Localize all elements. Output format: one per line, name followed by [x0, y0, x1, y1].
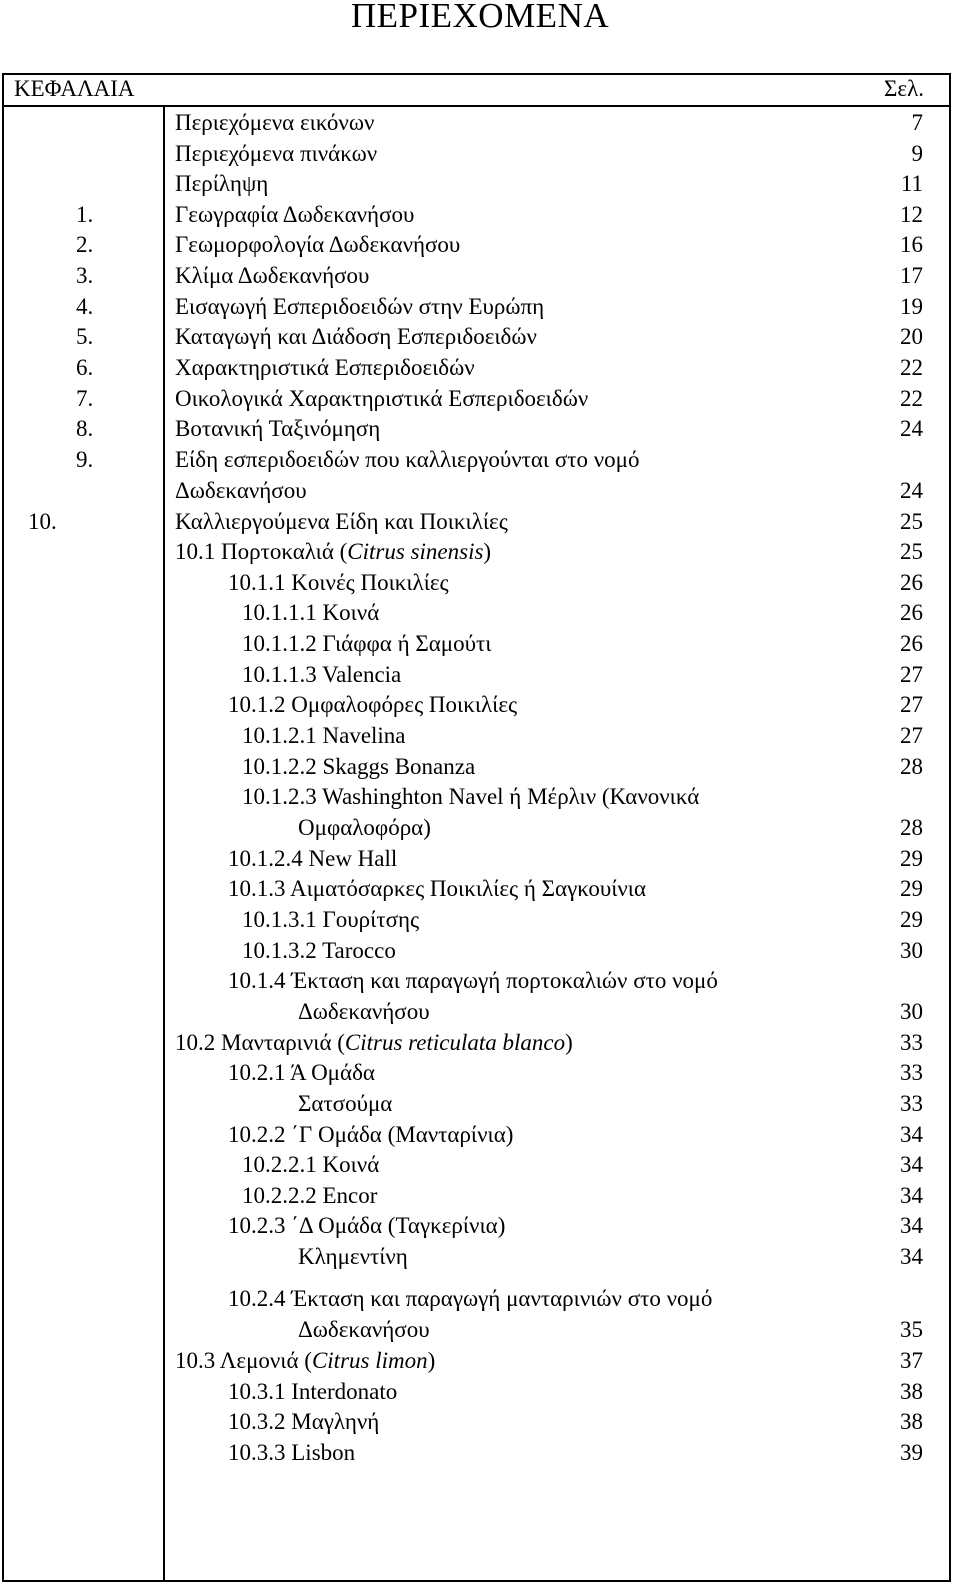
- toc-row: [0, 660, 960, 690]
- entry-label: 10.2.1 Ά Ομάδα: [228, 1060, 375, 1085]
- entry-label: 10.2.2.1 Κοινά: [242, 1152, 380, 1177]
- entry-label: 10.1.3.2 Tarocco: [242, 938, 396, 963]
- entry-label: Γεωγραφία Δωδεκανήσου: [175, 202, 415, 227]
- page-number: 24: [900, 478, 923, 503]
- toc-row: [0, 1028, 960, 1058]
- toc-row: [0, 1150, 960, 1180]
- toc-row: [0, 936, 960, 966]
- entry-label: [175, 537, 491, 567]
- entry-label: 10.3.2 Μαγληνή: [228, 1409, 380, 1434]
- page-number: 27: [900, 692, 923, 717]
- toc-row: [0, 1407, 960, 1437]
- page-title: ΠΕΡΙΕΧΟΜΕΝΑ: [350, 0, 610, 35]
- page-number: 30: [900, 938, 923, 963]
- page-number: 12: [900, 202, 923, 227]
- entry-label: Γεωμορφολογία Δωδεκανήσου: [175, 232, 461, 257]
- entry-label: Εισαγωγή Εσπεριδοειδών στην Ευρώπη: [175, 294, 545, 319]
- entry-label-prefix: 10.3 Λεμονιά (: [175, 1348, 312, 1373]
- scientific-name: Citrus reticulata blanco: [344, 1030, 566, 1055]
- toc-row: [0, 261, 960, 291]
- toc-row: [0, 537, 960, 567]
- entry-label-continued: Δωδεκανήσου: [175, 478, 307, 503]
- chapter-number: 4.: [76, 294, 94, 319]
- entry-label-suffix: ): [565, 1030, 573, 1055]
- entry-label: 10.1.2.1 Navelina: [242, 723, 406, 748]
- chapter-number: 3.: [76, 263, 94, 288]
- page-number: 9: [911, 141, 923, 166]
- entry-label: 10.1.2 Ομφαλοφόρες Ποικιλίες: [228, 692, 518, 717]
- toc-row: [0, 1120, 960, 1150]
- page-number: 38: [900, 1379, 923, 1404]
- toc-row: [0, 874, 960, 904]
- page-number: 34: [900, 1183, 923, 1208]
- toc-row: [0, 966, 960, 1024]
- toc-row: [0, 1181, 960, 1211]
- entry-label: 10.1.1.3 Valencia: [242, 662, 402, 687]
- scientific-name: Citrus limon: [311, 1348, 428, 1373]
- chapter-number: 8.: [76, 416, 94, 441]
- entry-label: Κλίμα Δωδεκανήσου: [175, 263, 370, 288]
- page-number: 29: [900, 846, 923, 871]
- toc-row: [0, 384, 960, 414]
- entry-label: Χαρακτηριστικά Εσπεριδοειδών: [175, 355, 475, 380]
- entry-label: 10.2.2 ΄Γ Ομάδα (Μανταρίνια): [228, 1122, 514, 1147]
- page-number: 34: [900, 1152, 923, 1177]
- toc-row: [0, 1242, 960, 1272]
- toc-row: [0, 445, 960, 503]
- chapter-number: 10.: [28, 509, 57, 534]
- toc-row: [0, 568, 960, 598]
- chapter-number: 7.: [76, 386, 94, 411]
- entry-label: Οικολογικά Χαρακτηριστικά Εσπεριδοειδών: [175, 386, 589, 411]
- page-number: 34: [900, 1122, 923, 1147]
- entry-label: 10.3.3 Lisbon: [228, 1440, 356, 1465]
- entry-label: 10.1.3.1 Γουρίτσης: [242, 907, 420, 932]
- toc-row: [0, 1346, 960, 1376]
- entry-label: 10.1.2.4 New Hall: [228, 846, 398, 871]
- page-number: 29: [900, 907, 923, 932]
- toc-row: [0, 200, 960, 230]
- page-number: 39: [900, 1440, 923, 1465]
- page-number: 27: [900, 723, 923, 748]
- toc-row: [0, 844, 960, 874]
- chapter-number: 9.: [76, 447, 94, 472]
- toc-row: [0, 1089, 960, 1119]
- entry-label-suffix: ): [483, 539, 492, 564]
- page-number: 35: [900, 1317, 923, 1342]
- toc-row: [0, 292, 960, 322]
- chapter-number: 6.: [76, 355, 94, 380]
- page-number: 30: [900, 999, 923, 1024]
- toc-row: [0, 690, 960, 720]
- toc-row: [0, 752, 960, 782]
- page-number: 22: [900, 386, 923, 411]
- toc-row: [0, 322, 960, 352]
- page-number: 33: [900, 1030, 923, 1055]
- page-number: 22: [900, 355, 923, 380]
- toc-row: [0, 1211, 960, 1241]
- entry-label: Καλλιεργούμενα Είδη και Ποικιλίες: [175, 509, 508, 534]
- entry-label: 10.2.2.2 Encor: [242, 1183, 378, 1208]
- entry-label: 10.1.1 Κοινές Ποικιλίες: [228, 570, 449, 595]
- toc-row: [0, 139, 960, 169]
- entry-label-continued: Δωδεκανήσου: [298, 999, 430, 1024]
- page-number: 28: [900, 815, 923, 840]
- entry-label: 10.1.3 Αιματόσαρκες Ποικιλίες ή Σαγκουίνια: [228, 876, 647, 901]
- entry-label: 10.3.1 Interdonato: [228, 1379, 398, 1404]
- page-number: 17: [900, 263, 923, 288]
- page-number: 33: [900, 1091, 923, 1116]
- page-number: 16: [900, 232, 923, 257]
- entry-label: 10.2.3 ΄Δ Ομάδα (Ταγκερίνια): [228, 1213, 506, 1238]
- chapters-header: ΚΕΦΑΛΑΙΑ: [14, 76, 135, 101]
- toc-row: [0, 414, 960, 444]
- entry-label: 10.1.1.1 Κοινά: [242, 600, 380, 625]
- toc-row: [0, 108, 960, 138]
- scientific-name: Citrus sinensis: [347, 539, 484, 564]
- page-number: 25: [900, 539, 923, 564]
- entry-label: Περιεχόμενα πινάκων: [175, 141, 378, 166]
- entry-label-continued: Δωδεκανήσου: [298, 1317, 430, 1342]
- toc-row: [0, 1377, 960, 1407]
- entry-label: 10.2.4 Έκταση και παραγωγή μανταρινιών στο νομό: [228, 1286, 713, 1311]
- entry-label: Κλημεντίνη: [298, 1244, 408, 1269]
- page-number: 24: [900, 416, 923, 441]
- page-number: 37: [900, 1348, 923, 1373]
- page-number: 27: [900, 662, 923, 687]
- entry-label-prefix: 10.1 Πορτοκαλιά (: [175, 539, 348, 564]
- page-number: 7: [911, 110, 923, 135]
- entry-label: Βοτανική Ταξινόμηση: [175, 416, 381, 441]
- page-number: 26: [900, 600, 923, 625]
- page-number: 19: [900, 294, 923, 319]
- entry-label-continued: Ομφαλοφόρα): [298, 815, 431, 840]
- entry-label: 10.1.1.2 Γιάφφα ή Σαμούτι: [242, 631, 492, 656]
- toc-row: [0, 782, 960, 840]
- page-header: Σελ.: [884, 76, 924, 101]
- toc-row: [0, 230, 960, 260]
- toc-row: [0, 1438, 960, 1468]
- page-number: 29: [900, 876, 923, 901]
- toc-row: [0, 1058, 960, 1088]
- page-number: 25: [900, 509, 923, 534]
- page-number: 26: [900, 631, 923, 656]
- page-number: 28: [900, 754, 923, 779]
- entry-label: 10.1.2.2 Skaggs Bonanza: [242, 754, 476, 779]
- page-number: 34: [900, 1244, 923, 1269]
- entry-label: 10.1.2.3 Washinghton Navel ή Μέρλιν (Κανονικά: [242, 784, 700, 809]
- entry-label: Είδη εσπεριδοειδών που καλλιεργούνται στο νομό: [175, 447, 640, 472]
- toc-row: [0, 598, 960, 628]
- entry-label: Περίληψη: [175, 171, 269, 196]
- page-number: 34: [900, 1213, 923, 1238]
- chapter-number: 1.: [76, 202, 94, 227]
- toc-row: [0, 169, 960, 199]
- page-number: 20: [900, 324, 923, 349]
- chapter-number: 2.: [76, 232, 94, 257]
- page-number: 38: [900, 1409, 923, 1434]
- toc-row: [0, 1284, 960, 1342]
- entry-label: 10.1.4 Έκταση και παραγωγή πορτοκαλιών στο νομό: [228, 968, 718, 993]
- chapter-number: 5.: [76, 324, 94, 349]
- entry-label: [175, 1346, 435, 1376]
- entry-label: [175, 1028, 573, 1058]
- entry-label: Σατσούμα: [298, 1091, 393, 1116]
- toc-row: [0, 353, 960, 383]
- entry-label-suffix: ): [427, 1348, 436, 1373]
- toc-row: [0, 507, 960, 537]
- entry-label: Καταγωγή και Διάδοση Εσπεριδοειδών: [175, 324, 537, 349]
- page-number: 11: [900, 171, 923, 196]
- page-number: 26: [900, 570, 923, 595]
- page-number: 33: [900, 1060, 923, 1085]
- header-divider: [2, 105, 951, 107]
- toc-row: [0, 629, 960, 659]
- entry-label-prefix: 10.2 Μανταρινιά (: [175, 1030, 345, 1055]
- toc-row: [0, 905, 960, 935]
- toc-row: [0, 721, 960, 751]
- entry-label: Περιεχόμενα εικόνων: [175, 110, 375, 135]
